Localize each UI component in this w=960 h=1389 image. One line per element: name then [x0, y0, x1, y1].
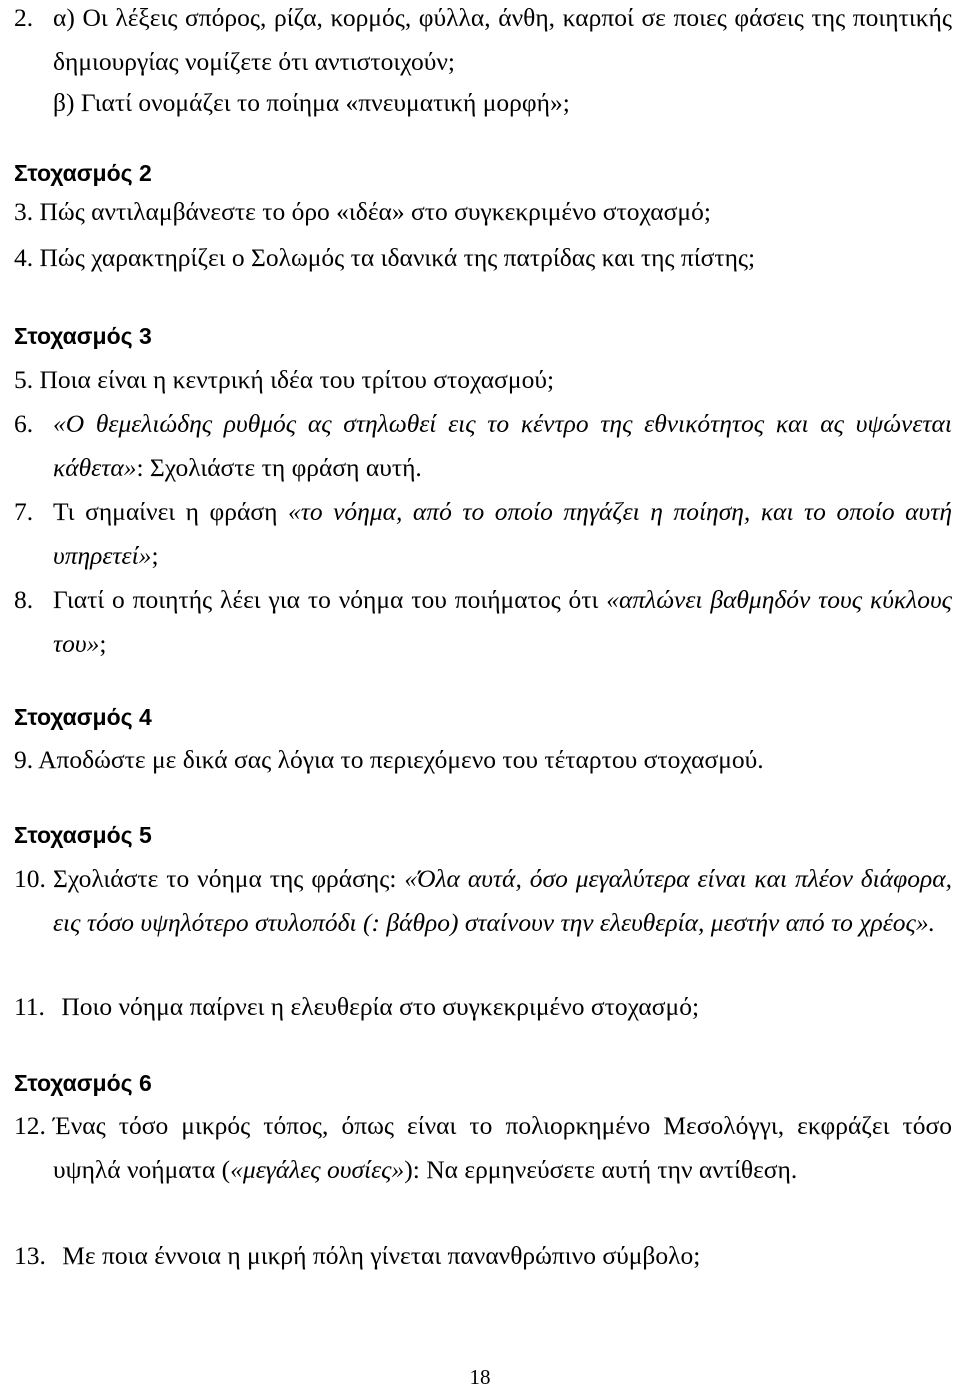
question-text [14, 402, 952, 489]
question-text [14, 578, 952, 665]
question-lead: Τι σημαίνει η φράση [53, 497, 288, 526]
question-number: 4. [14, 243, 34, 272]
section-heading-stochasmos-4: Στοχασμός 4 [14, 704, 152, 730]
quoted-phrase: «το νόημα, από το οποίο πηγάζει η ποίηση, και το οποίο αυτή υπηρετεί» [53, 497, 952, 570]
quoted-phrase: «μεγάλες ουσίες» [230, 1154, 405, 1184]
question-lead: Σχολιάστε το νόημα της φράσης: [53, 864, 405, 893]
question-text: Πώς αντιλαμβάνεστε το όρο «ιδέα» στο συγκεκριμένο στοχασμό; [39, 197, 711, 226]
question-number: 2. [14, 3, 34, 32]
question-text [14, 490, 952, 577]
question-text [14, 857, 952, 944]
question-number: 12. [14, 1111, 46, 1140]
question-7 [14, 490, 952, 577]
question-number: 8. [14, 585, 34, 614]
question-end: ): Να ερμηνεύσετε αυτή την αντίθεση. [404, 1154, 798, 1184]
page-number: 18 [469, 1365, 491, 1389]
question-10 [14, 857, 952, 944]
question-end: ; [99, 628, 107, 658]
question-2a-text: α) Οι λέξεις σπόρος, ρίζα, κορμός, φύλλα, άνθη, καρποί σε ποιες φάσεις της ποιητικής δημιουργίας νομίζετε ότι αντιστοιχούν; [53, 3, 952, 76]
question-4 [14, 240, 755, 276]
question-3 [14, 194, 711, 230]
question-number: 7. [14, 497, 34, 526]
quoted-phrase: «Ο θεμελιώδης ρυθμός ας στηλωθεί εις το κέντρο της εθνικότητος και ας υψώνεται κάθετα» [53, 409, 952, 482]
question-end: ; [151, 540, 159, 570]
quoted-phrase: «Όλα αυτά, όσο μεγαλύτερα είναι και πλέον διάφορα, εις τόσο υψηλότερο στυλοπόδι (: βάθρο) σταίνουν την ελευθερία, μεστήν από το χρέος». [53, 864, 952, 937]
question-13 [14, 1238, 700, 1274]
question-2b-text: β) Γιατί ονομάζει το ποίημα «πνευματική μορφή»; [53, 88, 570, 117]
question-number: 10. [14, 864, 46, 893]
question-text: Πώς χαρακτηρίζει ο Σολωμός τα ιδανικά της πατρίδας και της πίστης; [39, 243, 756, 272]
question-2 [14, 0, 952, 83]
question-text: Ποια είναι η κεντρική ιδέα του τρίτου στοχασμού; [39, 365, 555, 394]
question-9 [14, 742, 764, 778]
question-text: Αποδώστε με δικά σας λόγια το περιεχόμενο του τέταρτου στοχασμού. [38, 745, 764, 774]
question-text: Ποιο νόημα παίρνει η ελευθερία στο συγκεκριμένο στοχασμό; [61, 992, 700, 1021]
question-8 [14, 578, 952, 665]
question-number: 6. [14, 409, 34, 438]
section-heading-stochasmos-5: Στοχασμός 5 [14, 822, 152, 848]
question-number: 5. [14, 365, 34, 394]
question-lead: Ένας τόσο μικρός τόπος, όπως είναι το πολιορκημένο Μεσολόγγι, εκφράζει τόσο υψηλά νοήματα ( [53, 1111, 952, 1184]
quoted-phrase: «απλώνει βαθμηδόν τους κύκλους του» [53, 585, 952, 658]
question-text: Με ποια έννοια η μικρή πόλη γίνεται πανανθρώπινο σύμβολο; [62, 1241, 701, 1270]
question-instruction: : Σχολιάστε τη φράση αυτή. [136, 452, 422, 482]
section-heading-stochasmos-3: Στοχασμός 3 [14, 323, 152, 349]
question-number: 11. [14, 992, 45, 1021]
question-12 [14, 1104, 952, 1191]
question-6 [14, 402, 952, 489]
question-11 [14, 989, 699, 1025]
question-text [14, 1104, 952, 1191]
section-heading-stochasmos-6: Στοχασμός 6 [14, 1070, 152, 1096]
question-number: 13. [14, 1241, 46, 1270]
question-number: 9. [14, 745, 34, 774]
question-5 [14, 362, 554, 398]
section-heading-stochasmos-2: Στοχασμός 2 [14, 160, 152, 186]
question-lead: Γιατί ο ποιητής λέει για το νόημα του ποιήματος ότι [53, 585, 607, 614]
question-number: 3. [14, 197, 34, 226]
